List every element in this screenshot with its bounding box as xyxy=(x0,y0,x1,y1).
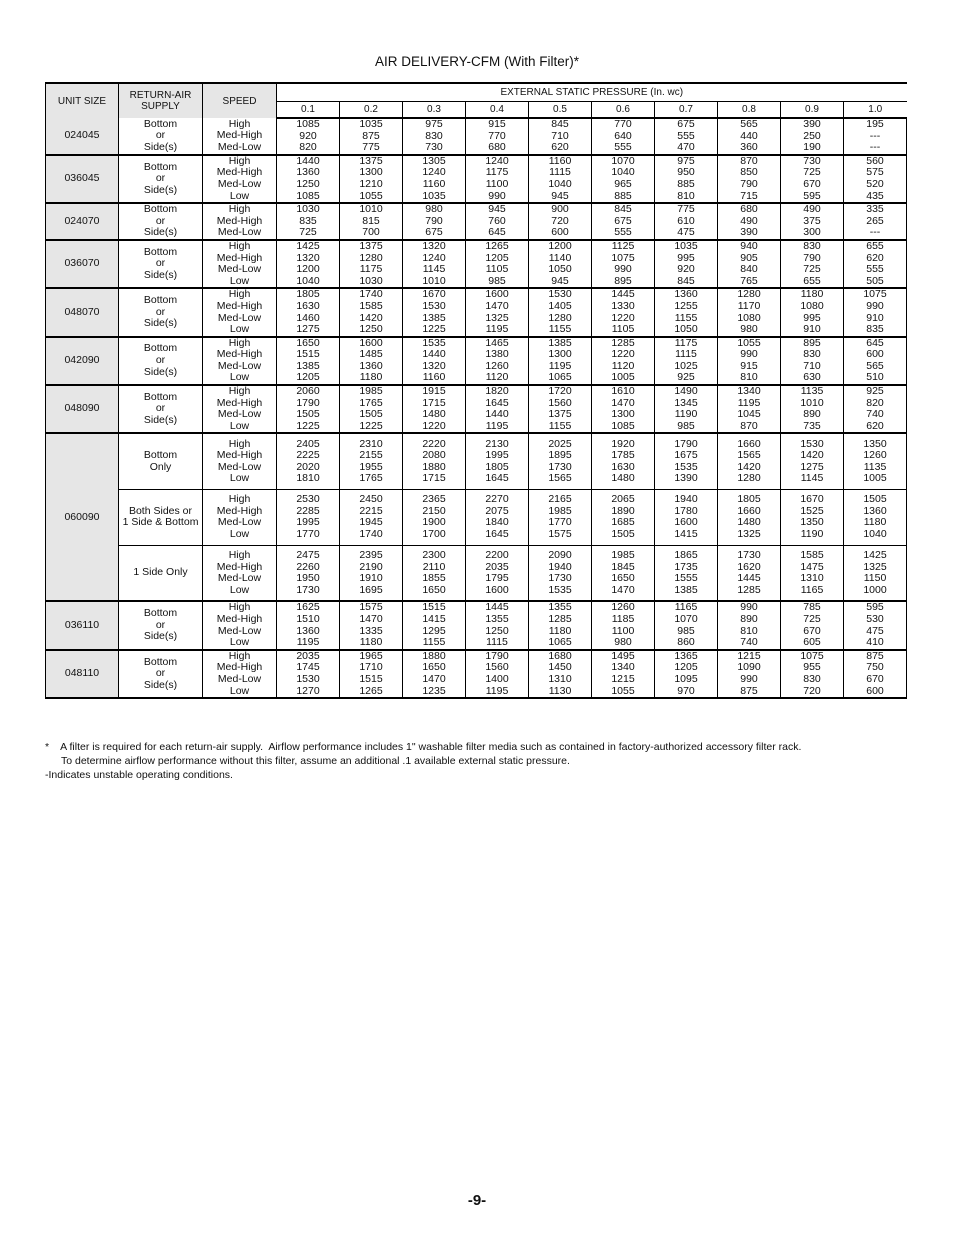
cfm-value-cell: 915 770 680 xyxy=(466,118,529,155)
cfm-value-cell: 1350 1260 1135 1005 xyxy=(844,433,907,489)
cfm-value-cell: 1200 1140 1050 945 xyxy=(529,240,592,288)
cfm-value-cell: 1720 1560 1375 1155 xyxy=(529,385,592,433)
cfm-value-cell: 775 610 475 xyxy=(655,203,718,240)
unit-size-cell: 048110 xyxy=(46,650,119,698)
cfm-value-cell: 1625 1510 1360 1195 xyxy=(277,601,340,649)
unit-size-cell: 036110 xyxy=(46,601,119,649)
cfm-value-cell: 1285 1220 1120 1005 xyxy=(592,337,655,385)
cfm-value-cell: 1965 1710 1515 1265 xyxy=(340,650,403,698)
cfm-value-cell: 1260 1185 1100 980 xyxy=(592,601,655,649)
cfm-value-cell: 1365 1205 1095 970 xyxy=(655,650,718,698)
cfm-value-cell: 560 575 520 435 xyxy=(844,155,907,203)
cfm-value-cell: 1265 1205 1105 985 xyxy=(466,240,529,288)
header-unit-size: UNIT SIZE xyxy=(46,83,119,118)
cfm-value-cell: 1055 990 915 810 xyxy=(718,337,781,385)
cfm-value-cell: 1515 1415 1295 1155 xyxy=(403,601,466,649)
cfm-value-cell: 1355 1285 1180 1065 xyxy=(529,601,592,649)
speed-cell: High Med-High Med-Low xyxy=(203,203,277,240)
cfm-value-cell: 1730 1620 1445 1285 xyxy=(718,545,781,601)
return-air-cell: Bottom or Side(s) xyxy=(119,650,203,698)
return-air-cell: Bottom or Side(s) xyxy=(119,288,203,336)
return-air-cell: Both Sides or 1 Side & Bottom xyxy=(119,489,203,545)
cfm-value-cell: 945 760 645 xyxy=(466,203,529,240)
cfm-value-cell: 1610 1470 1300 1085 xyxy=(592,385,655,433)
cfm-value-cell: 680 490 390 xyxy=(718,203,781,240)
header-pressure-col: 0.2 xyxy=(340,102,403,119)
table-row xyxy=(46,118,907,155)
speed-cell: High Med-High Med-Low Low xyxy=(203,288,277,336)
footnote-static-pressure: To determine airflow performance without this filter, assume an additional .1 available external static pressure. xyxy=(61,755,570,767)
header-pressure-col: 0.8 xyxy=(718,102,781,119)
cfm-value-cell: 925 820 740 620 xyxy=(844,385,907,433)
cfm-value-cell: 1680 1450 1310 1130 xyxy=(529,650,592,698)
header-pressure-col: 0.7 xyxy=(655,102,718,119)
cfm-value-cell: 490 375 300 xyxy=(781,203,844,240)
cfm-value-cell: 1920 1785 1630 1480 xyxy=(592,433,655,489)
return-air-cell: Bottom or Side(s) xyxy=(119,601,203,649)
table-row xyxy=(46,433,907,489)
cfm-value-cell: 645 600 565 510 xyxy=(844,337,907,385)
return-air-cell: 1 Side Only xyxy=(119,545,203,601)
unit-size-cell: 036045 xyxy=(46,155,119,203)
cfm-value-cell: 2310 2155 1955 1765 xyxy=(340,433,403,489)
cfm-value-cell: 1445 1330 1220 1105 xyxy=(592,288,655,336)
cfm-value-cell: 1160 1115 1040 945 xyxy=(529,155,592,203)
cfm-value-cell: 2475 2260 1950 1730 xyxy=(277,545,340,601)
speed-cell: High Med-High Med-Low Low xyxy=(203,385,277,433)
unit-size-cell: 060090 xyxy=(46,433,119,601)
cfm-value-cell: 2365 2150 1900 1700 xyxy=(403,489,466,545)
table-row xyxy=(46,601,907,649)
cfm-value-cell: 390 250 190 xyxy=(781,118,844,155)
cfm-value-cell: 1340 1195 1045 870 xyxy=(718,385,781,433)
cfm-value-cell: 1530 1405 1280 1155 xyxy=(529,288,592,336)
speed-cell: High Med-High Med-Low Low xyxy=(203,433,277,489)
cfm-value-cell: 1280 1170 1080 980 xyxy=(718,288,781,336)
cfm-value-cell: 195 --- --- xyxy=(844,118,907,155)
table-row xyxy=(46,545,907,601)
cfm-value-cell: 1985 1845 1650 1470 xyxy=(592,545,655,601)
table-row xyxy=(46,288,907,336)
table-row xyxy=(46,203,907,240)
table-row xyxy=(46,650,907,698)
cfm-value-cell: 1180 1080 995 910 xyxy=(781,288,844,336)
return-air-cell: Bottom or Side(s) xyxy=(119,337,203,385)
header-return-air: RETURN-AIR SUPPLY xyxy=(119,83,203,118)
cfm-value-cell: 1530 1420 1275 1145 xyxy=(781,433,844,489)
speed-cell: High Med-High Med-Low Low xyxy=(203,545,277,601)
cfm-value-cell: 2025 1895 1730 1565 xyxy=(529,433,592,489)
cfm-value-cell: 1670 1525 1350 1190 xyxy=(781,489,844,545)
speed-cell: High Med-High Med-Low Low xyxy=(203,155,277,203)
cfm-value-cell: 2060 1790 1505 1225 xyxy=(277,385,340,433)
unit-size-cell: 042090 xyxy=(46,337,119,385)
footnote-unstable: -Indicates unstable operating conditions. xyxy=(45,769,233,781)
cfm-value-cell: 870 850 790 715 xyxy=(718,155,781,203)
footnote-filter: * A filter is required for each return-air supply. Airflow performance includes 1" washable filter media such as contained in factory-authorized accessory filter rack. xyxy=(45,741,802,753)
cfm-value-cell: 730 725 670 595 xyxy=(781,155,844,203)
cfm-value-cell: 940 905 840 765 xyxy=(718,240,781,288)
speed-cell: High Med-High Med-Low Low xyxy=(203,650,277,698)
cfm-value-cell: 1650 1515 1385 1205 xyxy=(277,337,340,385)
cfm-value-cell: 1010 815 700 xyxy=(340,203,403,240)
cfm-value-cell: 1660 1565 1420 1280 xyxy=(718,433,781,489)
unit-size-cell: 024070 xyxy=(46,203,119,240)
cfm-value-cell: 875 750 670 600 xyxy=(844,650,907,698)
cfm-value-cell: 655 620 555 505 xyxy=(844,240,907,288)
cfm-value-cell: 1865 1735 1555 1385 xyxy=(655,545,718,601)
return-air-cell: Bottom or Side(s) xyxy=(119,203,203,240)
header-external-static-pressure: EXTERNAL STATIC PRESSURE (In. wc) xyxy=(277,83,907,102)
table-row xyxy=(46,385,907,433)
cfm-value-cell: 2065 1890 1685 1505 xyxy=(592,489,655,545)
cfm-value-cell: 1915 1715 1480 1220 xyxy=(403,385,466,433)
cfm-value-cell: 565 440 360 xyxy=(718,118,781,155)
cfm-value-cell: 975 830 730 xyxy=(403,118,466,155)
cfm-value-cell: 1465 1380 1260 1120 xyxy=(466,337,529,385)
cfm-value-cell: 1165 1070 985 860 xyxy=(655,601,718,649)
cfm-value-cell: 1035 875 775 xyxy=(340,118,403,155)
cfm-value-cell: 595 530 475 410 xyxy=(844,601,907,649)
return-air-cell: Bottom Only xyxy=(119,433,203,489)
header-pressure-col: 0.1 xyxy=(277,102,340,119)
cfm-value-cell: 785 725 670 605 xyxy=(781,601,844,649)
cfm-value-cell: 1175 1115 1025 925 xyxy=(655,337,718,385)
cfm-value-cell: 1440 1360 1250 1085 xyxy=(277,155,340,203)
cfm-value-cell: 2035 1745 1530 1270 xyxy=(277,650,340,698)
return-air-cell: Bottom or Side(s) xyxy=(119,155,203,203)
cfm-value-cell: 2165 1985 1770 1575 xyxy=(529,489,592,545)
unit-size-cell: 024045 xyxy=(46,118,119,155)
cfm-value-cell: 2405 2225 2020 1810 xyxy=(277,433,340,489)
speed-cell: High Med-High Med-Low Low xyxy=(203,337,277,385)
cfm-value-cell: 2450 2215 1945 1740 xyxy=(340,489,403,545)
cfm-value-cell: 1880 1650 1470 1235 xyxy=(403,650,466,698)
table-row xyxy=(46,240,907,288)
unit-size-cell: 048090 xyxy=(46,385,119,433)
speed-cell: High Med-High Med-Low Low xyxy=(203,601,277,649)
cfm-value-cell: 1375 1300 1210 1055 xyxy=(340,155,403,203)
cfm-value-cell: 1445 1355 1250 1115 xyxy=(466,601,529,649)
cfm-value-cell: 1305 1240 1160 1035 xyxy=(403,155,466,203)
cfm-value-cell: 1490 1345 1190 985 xyxy=(655,385,718,433)
header-pressure-col: 0.4 xyxy=(466,102,529,119)
header-pressure-col: 0.5 xyxy=(529,102,592,119)
footnotes xyxy=(45,740,925,782)
cfm-value-cell: 1125 1075 990 895 xyxy=(592,240,655,288)
header-pressure-col: 0.9 xyxy=(781,102,844,119)
cfm-value-cell: 1385 1300 1195 1065 xyxy=(529,337,592,385)
cfm-value-cell: 1505 1360 1180 1040 xyxy=(844,489,907,545)
cfm-value-cell: 1805 1660 1480 1325 xyxy=(718,489,781,545)
cfm-value-cell: 1075 955 830 720 xyxy=(781,650,844,698)
unit-size-cell: 048070 xyxy=(46,288,119,336)
cfm-value-cell: 1790 1560 1400 1195 xyxy=(466,650,529,698)
cfm-value-cell: 1820 1645 1440 1195 xyxy=(466,385,529,433)
cfm-value-cell: 1320 1240 1145 1010 xyxy=(403,240,466,288)
cfm-value-cell: 2270 2075 1840 1645 xyxy=(466,489,529,545)
cfm-value-cell: 845 710 620 xyxy=(529,118,592,155)
return-air-cell: Bottom or Side(s) xyxy=(119,118,203,155)
cfm-value-cell: 335 265 --- xyxy=(844,203,907,240)
header-speed: SPEED xyxy=(203,83,277,118)
cfm-value-cell: 1070 1040 965 885 xyxy=(592,155,655,203)
cfm-value-cell: 2220 2080 1880 1715 xyxy=(403,433,466,489)
cfm-value-cell: 1135 1010 890 735 xyxy=(781,385,844,433)
header-pressure-col: 0.3 xyxy=(403,102,466,119)
cfm-value-cell: 1585 1475 1310 1165 xyxy=(781,545,844,601)
cfm-value-cell: 1805 1630 1460 1275 xyxy=(277,288,340,336)
cfm-value-cell: 1030 835 725 xyxy=(277,203,340,240)
air-delivery-table xyxy=(45,82,907,699)
table-row xyxy=(46,337,907,385)
cfm-value-cell: 980 790 675 xyxy=(403,203,466,240)
cfm-value-cell: 1075 990 910 835 xyxy=(844,288,907,336)
cfm-value-cell: 895 830 710 630 xyxy=(781,337,844,385)
cfm-value-cell: 1575 1470 1335 1180 xyxy=(340,601,403,649)
table-row xyxy=(46,155,907,203)
header-pressure-col: 1.0 xyxy=(844,102,907,119)
cfm-value-cell: 2530 2285 1995 1770 xyxy=(277,489,340,545)
cfm-value-cell: 975 950 885 810 xyxy=(655,155,718,203)
cfm-value-cell: 1790 1675 1535 1390 xyxy=(655,433,718,489)
cfm-value-cell: 1940 1780 1600 1415 xyxy=(655,489,718,545)
cfm-value-cell: 1240 1175 1100 990 xyxy=(466,155,529,203)
return-air-cell: Bottom or Side(s) xyxy=(119,385,203,433)
cfm-value-cell: 1375 1280 1175 1030 xyxy=(340,240,403,288)
cfm-value-cell: 900 720 600 xyxy=(529,203,592,240)
cfm-value-cell: 990 890 810 740 xyxy=(718,601,781,649)
cfm-value-cell: 2130 1995 1805 1645 xyxy=(466,433,529,489)
cfm-value-cell: 675 555 470 xyxy=(655,118,718,155)
cfm-value-cell: 830 790 725 655 xyxy=(781,240,844,288)
cfm-value-cell: 2090 1940 1730 1535 xyxy=(529,545,592,601)
cfm-value-cell: 1425 1325 1150 1000 xyxy=(844,545,907,601)
cfm-value-cell: 2300 2110 1855 1650 xyxy=(403,545,466,601)
cfm-value-cell: 1535 1440 1320 1160 xyxy=(403,337,466,385)
speed-cell: High Med-High Med-Low Low xyxy=(203,240,277,288)
cfm-value-cell: 1085 920 820 xyxy=(277,118,340,155)
speed-cell: High Med-High Med-Low xyxy=(203,118,277,155)
cfm-value-cell: 1740 1585 1420 1250 xyxy=(340,288,403,336)
cfm-value-cell: 2395 2190 1910 1695 xyxy=(340,545,403,601)
unit-size-cell: 036070 xyxy=(46,240,119,288)
cfm-value-cell: 1425 1320 1200 1040 xyxy=(277,240,340,288)
cfm-value-cell: 1035 995 920 845 xyxy=(655,240,718,288)
cfm-value-cell: 1215 1090 990 875 xyxy=(718,650,781,698)
page-number: -9- xyxy=(467,1192,487,1209)
cfm-value-cell: 845 675 555 xyxy=(592,203,655,240)
cfm-value-cell: 1600 1485 1360 1180 xyxy=(340,337,403,385)
return-air-cell: Bottom or Side(s) xyxy=(119,240,203,288)
cfm-value-cell: 1670 1530 1385 1225 xyxy=(403,288,466,336)
cfm-value-cell: 1495 1340 1215 1055 xyxy=(592,650,655,698)
header-pressure-col: 0.6 xyxy=(592,102,655,119)
cfm-value-cell: 1600 1470 1325 1195 xyxy=(466,288,529,336)
table-row xyxy=(46,489,907,545)
cfm-value-cell: 1985 1765 1505 1225 xyxy=(340,385,403,433)
table-title: AIR DELIVERY-CFM (With Filter)* xyxy=(374,54,580,69)
cfm-value-cell: 1360 1255 1155 1050 xyxy=(655,288,718,336)
cfm-value-cell: 770 640 555 xyxy=(592,118,655,155)
speed-cell: High Med-High Med-Low Low xyxy=(203,489,277,545)
cfm-value-cell: 2200 2035 1795 1600 xyxy=(466,545,529,601)
